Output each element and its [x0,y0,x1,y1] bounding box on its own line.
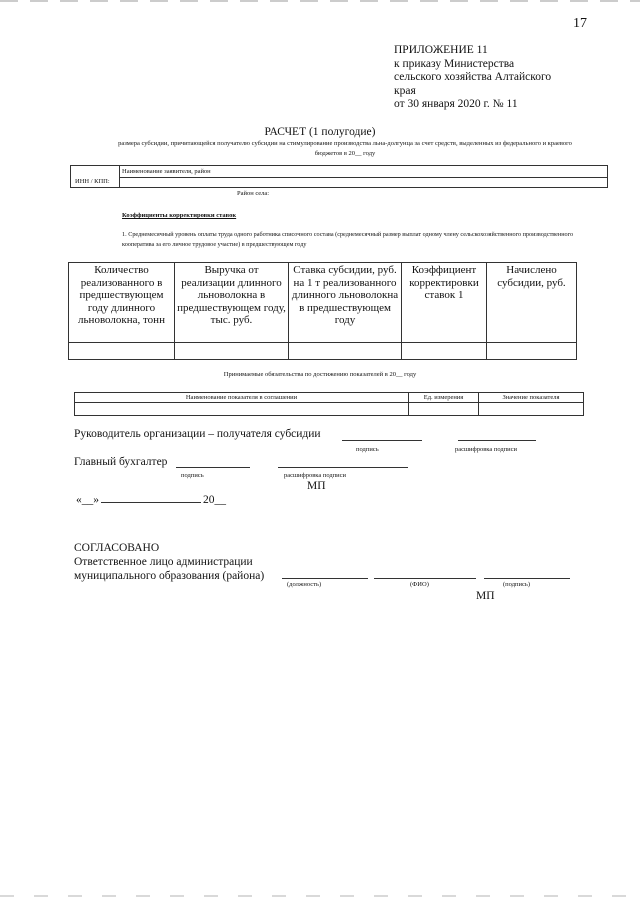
table-cell [69,343,175,360]
table-header-row [75,393,584,403]
table-header-cell: Коэффициент корректировки ставок 1 [402,263,487,343]
table-cell [409,403,479,416]
scan-artifact-bottom [0,895,640,897]
scan-artifact-top [0,0,640,2]
indicators-table [74,392,584,416]
inn-kpp-label: ИНН / КПП: [75,178,110,185]
table-header-cell: Ставка субсидии, руб. на 1 т реализованного длинного льноволокна в предшествующем году [289,263,402,343]
coefficients-heading: Коэффициенты корректировки ставок [122,212,237,219]
subsidy-calculation-table [68,262,577,360]
applicant-info-box [70,165,608,188]
table-cell [75,403,409,416]
appendix-line: к приказу Министерства [394,57,515,70]
document-subtitle: размера субсидии, причитающейся получателю субсидии на стимулирование производства льна-долгунца за счет средств, выделенных из федерального и краевого бюджетов в 20__ году [118,140,572,157]
table-header-cell: Ед. измерения [409,393,479,403]
table-cell [175,343,289,360]
stamp-place: МП [476,590,495,602]
table-header-cell: Значение показателя [479,393,584,403]
document-title: РАСЧЕТ (1 полугодие) [264,126,376,138]
table-cell [487,343,577,360]
accountant-label: Главный бухгалтер [74,456,168,468]
table-cell [479,403,584,416]
page-number: 17 [573,16,587,31]
table-row [75,403,584,416]
table-row [69,343,577,360]
table-header-cell: Выручка от реализации длинного льноволокна в предшествующем году, тыс. руб. [175,263,289,343]
accountant-signature-line [176,467,250,468]
appendix-line: сельского хозяйства Алтайского [394,71,552,83]
position-line [282,578,368,579]
appendix-line: от 30 января 2020 г. № 11 [394,98,518,110]
decode-caption: расшифровка подписи [284,472,347,479]
date-year: 20__ [203,494,226,506]
accountant-decode-line [278,467,408,468]
signature-caption: (подпись) [503,581,530,588]
head-signature-line [342,440,422,441]
date-line [76,494,226,506]
head-signature-label: Руководитель организации – получателя субсидии [74,428,321,440]
coefficient-paragraph: 1. Среднемесячный уровень оплаты труда одного работника списочного состава (среднемесячный размер выплат одному члену сельскохозяйственного производственного кооператива за его личное трудовое участие) в предшествующем году [122,231,574,248]
responsible-person-label [74,555,264,583]
applicant-name-label: Наименование заявителя, район [119,167,607,178]
fio-caption: (ФИО) [410,581,429,588]
appendix-block [394,44,551,112]
date-day: «__» [76,494,99,506]
head-decode-line [458,440,536,441]
decode-caption: расшифровка подписи [455,446,518,453]
signature-line [484,578,570,579]
responsible-line: муниципального образования (района) [74,570,265,582]
table-header-cell: Наименование показателя в соглашении [75,393,409,403]
signature-caption: подпись [181,472,204,479]
table-cell [402,343,487,360]
fio-line [374,578,476,579]
responsible-line: Ответственное лицо администрации [74,556,253,568]
date-month-blank [101,502,201,503]
appendix-line: края [394,84,416,97]
obligations-caption: Принимаемые обязательства по достижению показателей в 20__ году [223,371,417,378]
table-header-row [69,263,577,343]
appendix-line: ПРИЛОЖЕНИЕ 11 [394,44,488,56]
position-caption: (должность) [287,581,322,588]
table-header-cell: Начислено субсидии, руб. [487,263,577,343]
table-cell [289,343,402,360]
agreed-title: СОГЛАСОВАНО [74,542,160,554]
stamp-place: МП [307,480,326,492]
region-label: Район села: [237,190,270,197]
table-header-cell: Количество реализованного в предшествующем году длинного льноволокна, тонн [69,263,175,343]
signature-caption: подпись [356,446,379,453]
